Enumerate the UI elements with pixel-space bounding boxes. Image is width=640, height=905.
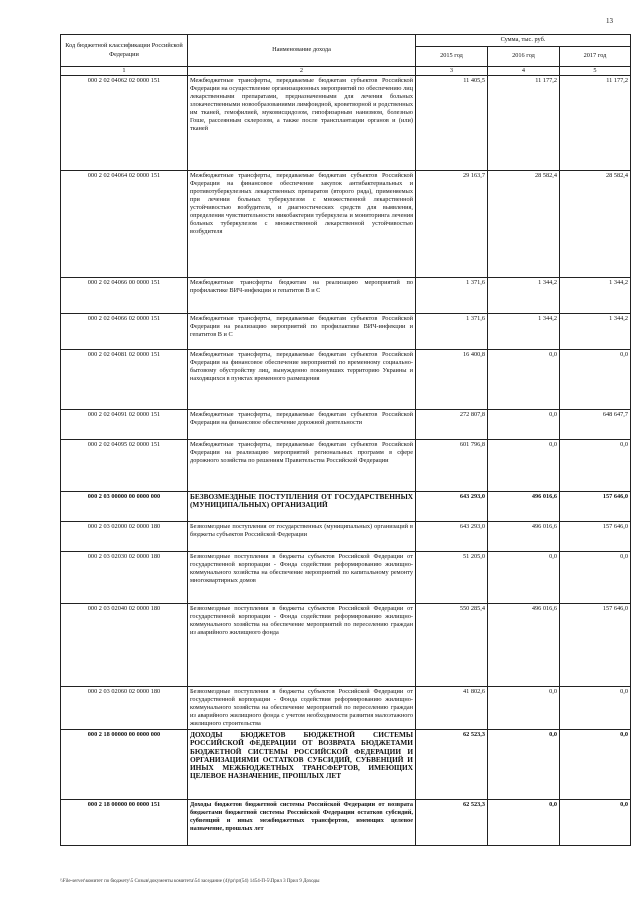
row-value-2016: 0,0 bbox=[488, 440, 560, 492]
row-value-2016: 0,0 bbox=[488, 800, 560, 846]
row-value-2017: 157 646,0 bbox=[560, 604, 631, 687]
row-value-2017: 0,0 bbox=[560, 730, 631, 800]
row-code: 000 2 18 00000 00 0000 000 bbox=[61, 730, 188, 800]
table-row bbox=[61, 278, 631, 314]
row-value-2015: 62 523,3 bbox=[416, 730, 488, 800]
row-value-2017: 1 344,2 bbox=[560, 278, 631, 314]
col-number: 1 bbox=[61, 67, 188, 76]
row-value-2016: 1 344,2 bbox=[488, 314, 560, 350]
row-value-2017: 0,0 bbox=[560, 687, 631, 730]
row-name: Доходы бюджетов бюджетной системы Российской Федерации от возврата бюджетами бюджетной системы Российской Федерации остатков субсидий, субвенций и иных межбюджетных трансфертов, имеющих целевое назначение, прошлых лет bbox=[188, 800, 416, 846]
row-value-2017: 0,0 bbox=[560, 350, 631, 410]
row-code: 000 2 03 02030 02 0000 180 bbox=[61, 552, 188, 604]
row-name: БЕЗВОЗМЕЗДНЫЕ ПОСТУПЛЕНИЯ ОТ ГОСУДАРСТВЕННЫХ (МУНИЦИПАЛЬНЫХ) ОРГАНИЗАЦИЙ bbox=[188, 492, 416, 522]
income-table bbox=[60, 34, 631, 846]
table-row bbox=[61, 604, 631, 687]
row-value-2015: 62 523,3 bbox=[416, 800, 488, 846]
row-code: 000 2 03 02040 02 0000 180 bbox=[61, 604, 188, 687]
row-code: 000 2 02 04091 02 0000 151 bbox=[61, 410, 188, 440]
row-code: 000 2 02 04064 02 0000 151 bbox=[61, 171, 188, 278]
table-row bbox=[61, 492, 631, 522]
header-year-2016: 2016 год bbox=[488, 47, 560, 67]
row-value-2016: 496 016,6 bbox=[488, 492, 560, 522]
table-row bbox=[61, 552, 631, 604]
row-code: 000 2 02 04066 02 0000 151 bbox=[61, 314, 188, 350]
row-value-2016: 496 016,6 bbox=[488, 604, 560, 687]
col-number: 4 bbox=[488, 67, 560, 76]
row-code: 000 2 02 04081 02 0000 151 bbox=[61, 350, 188, 410]
row-name: Безвозмездные поступления в бюджеты субъектов Российской Федерации от государственной корпорации - Фонда содействия реформированию жилищно-коммунального хозяйства на обеспечение мероприятий по капитальному ремонту многоквартирных домов bbox=[188, 552, 416, 604]
table-row bbox=[61, 410, 631, 440]
row-code: 000 2 02 04095 02 0000 151 bbox=[61, 440, 188, 492]
col-number: 3 bbox=[416, 67, 488, 76]
row-value-2015: 1 371,6 bbox=[416, 314, 488, 350]
row-code: 000 2 03 02060 02 0000 180 bbox=[61, 687, 188, 730]
header-year-2017: 2017 год bbox=[560, 47, 631, 67]
header-name: Наименование дохода bbox=[188, 35, 416, 67]
header-year-2015: 2015 год bbox=[416, 47, 488, 67]
row-value-2017: 157 646,0 bbox=[560, 522, 631, 552]
row-value-2016: 11 177,2 bbox=[488, 76, 560, 171]
row-value-2015: 41 802,6 bbox=[416, 687, 488, 730]
row-name: Безвозмездные поступления от государственных (муниципальных) организаций в бюджеты субъектов Российской Федерации bbox=[188, 522, 416, 552]
col-number: 2 bbox=[188, 67, 416, 76]
row-value-2015: 51 205,0 bbox=[416, 552, 488, 604]
row-name: Безвозмездные поступления в бюджеты субъектов Российской Федерации от государственной корпорации - Фонда содействия реформированию жилищно-коммунального хозяйства на обеспечение мероприятий по переселению граждан из аварийного жилищного фонда с учетом необходимости развития малоэтажного жилищного строительства bbox=[188, 687, 416, 730]
row-value-2017: 0,0 bbox=[560, 800, 631, 846]
row-value-2017: 28 582,4 bbox=[560, 171, 631, 278]
row-value-2016: 496 016,6 bbox=[488, 522, 560, 552]
table-row bbox=[61, 314, 631, 350]
row-name: Межбюджетные трансферты, передаваемые бюджетам субъектов Российской Федерации на финансовое обеспечение дорожной деятельности bbox=[188, 410, 416, 440]
row-value-2017: 0,0 bbox=[560, 552, 631, 604]
header-sum: Сумма, тыс. руб. bbox=[416, 35, 631, 47]
row-name: Межбюджетные трансферты, передаваемые бюджетам субъектов Российской Федерации на осуществление организационных мероприятий по обеспечению лиц лекарственными препаратами, предназначенными для лечения больных злокачественными новообразованиями лимфоидной, кроветворной и родственных им тканей, гемофилией, муковисцидозом, гипофизарным нанизмом, болезнью Гоше, рассеянным склерозом, а также после трансплантации органов и (или) тканей bbox=[188, 76, 416, 171]
row-value-2017: 0,0 bbox=[560, 440, 631, 492]
row-value-2016: 28 582,4 bbox=[488, 171, 560, 278]
row-value-2017: 157 646,0 bbox=[560, 492, 631, 522]
table-row bbox=[61, 687, 631, 730]
row-code: 000 2 03 02000 02 0000 180 bbox=[61, 522, 188, 552]
row-value-2016: 0,0 bbox=[488, 350, 560, 410]
row-value-2015: 16 400,8 bbox=[416, 350, 488, 410]
row-value-2016: 1 344,2 bbox=[488, 278, 560, 314]
table-row bbox=[61, 171, 631, 278]
row-name: Межбюджетные трансферты, передаваемые бюджетам субъектов Российской Федерации на реализацию мероприятий региональных программ в сфере дорожного хозяйства по решениям Правительства Российской Федерации bbox=[188, 440, 416, 492]
table-row bbox=[61, 440, 631, 492]
row-value-2016: 0,0 bbox=[488, 410, 560, 440]
row-value-2015: 550 285,4 bbox=[416, 604, 488, 687]
row-code: 000 2 02 04066 00 0000 151 bbox=[61, 278, 188, 314]
row-name: Безвозмездные поступления в бюджеты субъектов Российской Федерации от государственной корпорации - Фонда содействия реформированию жилищно-коммунального хозяйства на обеспечение мероприятий по переселению граждан из аварийного жилищного фонда bbox=[188, 604, 416, 687]
table-row bbox=[61, 730, 631, 800]
row-name: Межбюджетные трансферты, передаваемые бюджетам субъектов Российской Федерации на реализацию мероприятий по профилактике ВИЧ-инфекции и гепатитов В и С bbox=[188, 314, 416, 350]
row-code: 000 2 18 00000 00 0000 151 bbox=[61, 800, 188, 846]
row-name: Межбюджетные трансферты, передаваемые бюджетам субъектов Российской Федерации на финансовое обеспечение мероприятий по временному социально-бытовому обустройству лиц, вынужденно покинувших территорию Украины и находящихся в пунктах временного размещения bbox=[188, 350, 416, 410]
row-value-2016: 0,0 bbox=[488, 552, 560, 604]
col-number: 5 bbox=[560, 67, 631, 76]
row-name: ДОХОДЫ БЮДЖЕТОВ БЮДЖЕТНОЙ СИСТЕМЫ РОССИЙСКОЙ ФЕДЕРАЦИИ ОТ ВОЗВРАТА БЮДЖЕТАМИ БЮДЖЕТНОЙ СИСТЕМЫ РОССИЙСКОЙ ФЕДЕРАЦИИ И ОРГАНИЗАЦИЯМИ ОСТАТКОВ СУБСИДИЙ, СУБВЕНЦИЙ И ИНЫХ МЕЖБЮДЖЕТНЫХ ТРАНСФЕРТОВ, ИМЕЮЩИХ ЦЕЛЕВОЕ НАЗНАЧЕНИЕ, ПРОШЛЫХ ЛЕТ bbox=[188, 730, 416, 800]
row-code: 000 2 02 04062 02 0000 151 bbox=[61, 76, 188, 171]
row-value-2015: 643 293,0 bbox=[416, 492, 488, 522]
row-code: 000 2 03 00000 00 0000 000 bbox=[61, 492, 188, 522]
row-name: Межбюджетные трансферты бюджетам на реализацию мероприятий по профилактике ВИЧ-инфекции и гепатитов В и С bbox=[188, 278, 416, 314]
table-row bbox=[61, 350, 631, 410]
row-value-2017: 11 177,2 bbox=[560, 76, 631, 171]
row-value-2016: 0,0 bbox=[488, 730, 560, 800]
file-path-footer: \\File-server\комитет по бюджету\5 Созыв\документы комитета\54 заседание (4)\pr\pr(54) 1454-П-5\Прил 3 Прил 9 Доходы bbox=[60, 879, 320, 884]
header-code: Код бюджетной классификации Российской Федерации bbox=[61, 35, 188, 67]
row-value-2017: 1 344,2 bbox=[560, 314, 631, 350]
row-value-2015: 643 293,0 bbox=[416, 522, 488, 552]
row-value-2015: 272 807,8 bbox=[416, 410, 488, 440]
row-value-2015: 601 796,8 bbox=[416, 440, 488, 492]
row-name: Межбюджетные трансферты, передаваемые бюджетам субъектов Российской Федерации на финансовое обеспечение закупок антибактериальных и противотуберкулезных лекарственных препаратов (второго ряда), применяемых при лечении больных туберкулезом с множественной лекарственной устойчивостью возбудителя, и диагностических средств для выявления, определения чувствительности микобактерии туберкулеза и мониторинга лечения больных туберкулезом с множественной лекарственной устойчивостью возбудителя bbox=[188, 171, 416, 278]
row-value-2016: 0,0 bbox=[488, 687, 560, 730]
table-row bbox=[61, 522, 631, 552]
table-row bbox=[61, 800, 631, 846]
row-value-2015: 11 405,5 bbox=[416, 76, 488, 171]
row-value-2017: 648 647,7 bbox=[560, 410, 631, 440]
row-value-2015: 1 371,6 bbox=[416, 278, 488, 314]
page-number: 13 bbox=[606, 17, 613, 25]
row-value-2015: 29 163,7 bbox=[416, 171, 488, 278]
table-row bbox=[61, 76, 631, 171]
